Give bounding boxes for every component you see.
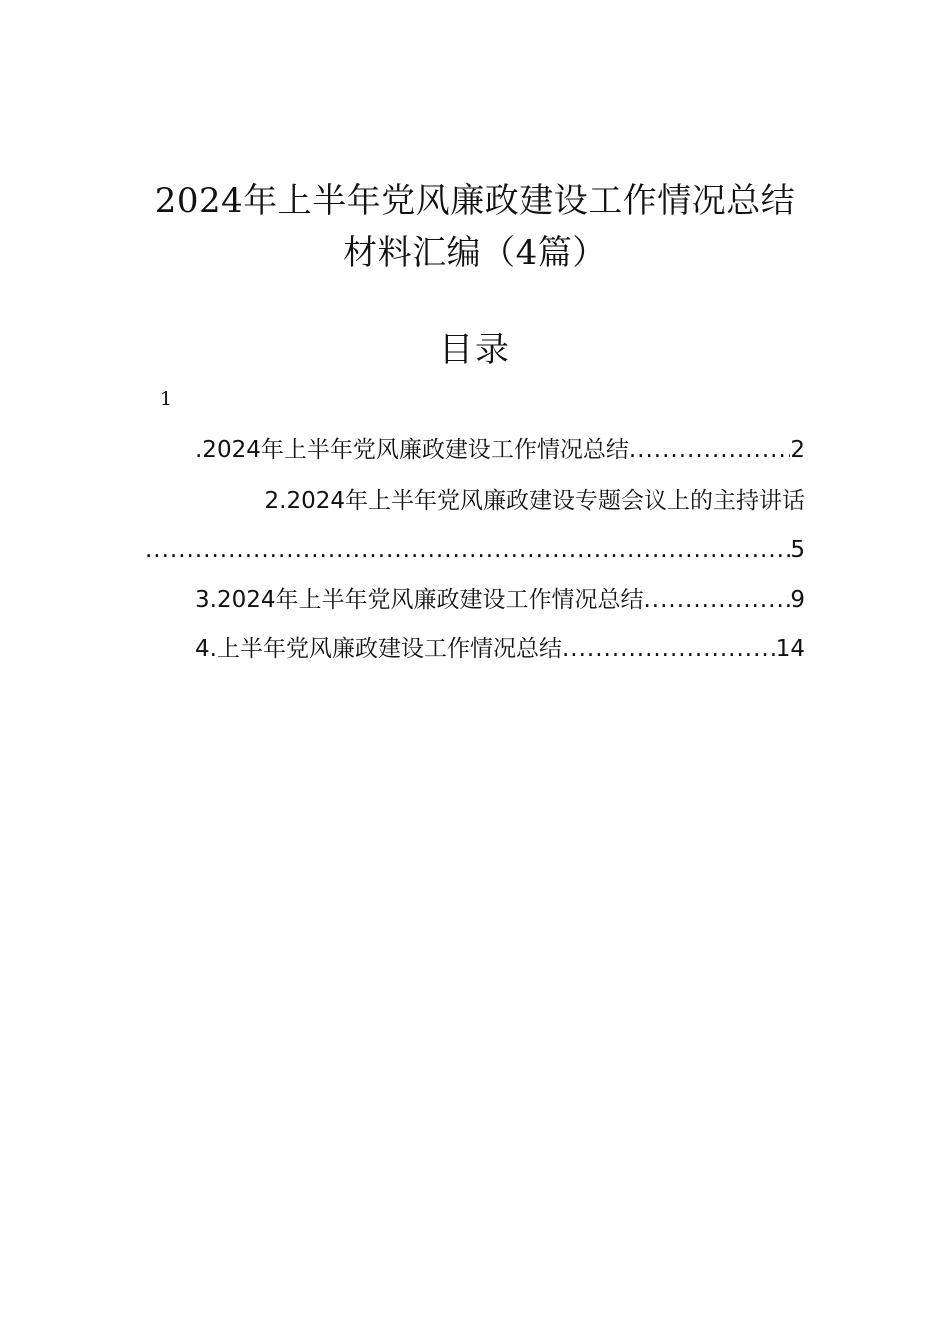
toc-entry-2-continuation[interactable] [145, 530, 805, 570]
document-title-line-2 [0, 233, 950, 273]
toc-entry-3[interactable] [145, 580, 805, 620]
document-title-line-1 [0, 181, 950, 221]
toc-leader-dots [643, 580, 790, 620]
toc-page-number: 9 [790, 587, 805, 613]
toc-leader-dots [145, 530, 790, 570]
title-year: 2024 [154, 181, 244, 221]
toc-leader-dots [629, 430, 791, 470]
toc-page-number: 2 [790, 437, 805, 463]
toc-heading: 目录 [439, 330, 511, 370]
title-line-1-text: 年上半年党风廉政建设工作情况总结 [243, 181, 796, 221]
toc-entry-text: 4.上半年党风廉政建设工作情况总结 [195, 636, 562, 662]
toc-leader-dots [562, 629, 776, 669]
toc-page-number: 14 [775, 636, 805, 662]
toc-entry-text: 2.2024年上半年党风廉政建设专题会议上的主持讲话 [264, 488, 805, 514]
toc-entry-2[interactable] [145, 481, 805, 521]
title-line-2-text-a: 材料汇编（ [343, 233, 516, 273]
toc-entry-1[interactable] [145, 430, 805, 470]
title-count: 4 [515, 233, 538, 273]
toc-entry-text: 3.2024年上半年党风廉政建设工作情况总结 [195, 587, 644, 613]
title-line-2-text-b: 篇） [537, 233, 607, 273]
toc-entry-4[interactable] [145, 629, 805, 669]
toc-page-number: 5 [790, 537, 805, 563]
toc-entry-text: .2024年上半年党风廉政建设工作情况总结 [195, 437, 629, 463]
list-number-marker: 1 [160, 388, 173, 410]
